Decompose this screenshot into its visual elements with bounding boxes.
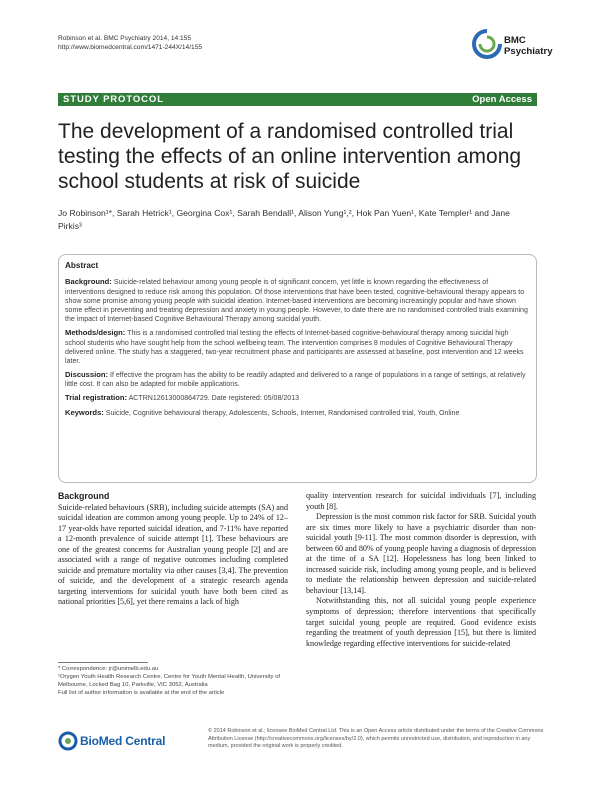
trial-registration-text: ACTRN12613000864729. Date registered: 05/08/2013 xyxy=(128,395,300,403)
article-url[interactable]: http://www.biomedcentral.com/1471-244X/14/155 xyxy=(58,44,203,51)
journal-logo[interactable] xyxy=(470,27,552,75)
abstract-heading: Abstract xyxy=(65,261,99,270)
open-access-label: Open Access xyxy=(472,94,532,105)
author-info-note: Full list of author information is available at the end of the article xyxy=(58,690,225,697)
abstract-discussion xyxy=(65,370,530,390)
body-paragraph: Depression is the most common risk factor for SRB. Suicidal youth are six times more likely to have a psychiatric disorder than non-suicidal youth [9-11]. The most common disorder is depression, with between 60 and 80% of young people having a diagnosis of depression at the time of a SA [12]. Hopelessness has long been linked to increased suicide risk, including among young people, and is believed to mediate the relationship between depression and suicide-related behaviour [13,14]. xyxy=(306,512,536,595)
abstract-keywords xyxy=(65,408,530,418)
footnote-divider xyxy=(58,662,148,663)
bmc-swirl-icon xyxy=(470,27,504,61)
abstract-methods xyxy=(65,328,530,366)
abstract-background-label: Background: xyxy=(65,277,112,287)
copyright-notice: © 2014 Robinson et al.; licensee BioMed Central Ltd. This is an Open Access article distributed under the terms of the Creative Commons Attribution License (http://creativecommons.org/licenses/by/2.0), which permits unrestricted use, distribution, and reproduction in any medium, provided the original work is properly credited. xyxy=(208,728,544,750)
biomed-central-icon xyxy=(58,731,78,751)
abstract-discussion-text: If effective the program has the ability to be readily adapted and delivered to a range of populations in a range of settings, at relatively little cost. It can also be adapted for mobile applications. xyxy=(65,371,526,389)
section-heading-background: Background xyxy=(58,491,110,501)
footnotes xyxy=(58,665,288,697)
abstract-discussion-label: Discussion: xyxy=(65,369,109,379)
abstract-background xyxy=(65,277,530,324)
keywords-text: Suicide, Cognitive behavioural therapy, Adolescents, Schools, Internet, Randomised controlled trial, Youth, Online xyxy=(105,410,460,418)
biomed-central-wordmark: BioMed Central xyxy=(80,734,166,748)
journal-citation xyxy=(58,34,202,52)
author-list: Jo Robinson¹*, Sarah Hetrick¹, Georgina Cox¹, Sarah Bendall¹, Alison Yung¹,², Hok Pan Yuen¹, Kate Templer¹ and Jane Pirkis³ xyxy=(58,208,510,231)
logo-bmc-text: BMC xyxy=(504,35,526,46)
logo-journal-text: Psychiatry xyxy=(504,46,553,57)
article-title: The development of a randomised controlled trial testing the effects of an online intervention among school students at risk of suicide xyxy=(58,120,522,193)
keywords-label: Keywords: xyxy=(65,408,104,418)
trial-registration-label: Trial registration: xyxy=(65,393,128,403)
body-paragraph: quality intervention research for suicidal individuals [7], including youth [8]. xyxy=(306,491,536,511)
body-column-left xyxy=(58,491,288,608)
article-type-banner xyxy=(58,93,537,106)
citation-line: Robinson et al. BMC Psychiatry 2014, 14:155 xyxy=(58,35,192,42)
correspondence-note: * Correspondence: jr@unimelb.edu.au xyxy=(58,666,159,672)
body-paragraph: Suicide-related behaviours (SRB), including suicide attempts (SA) and suicidal ideation are common among young people. Up to 24% of 12–17 year-olds have reported suicidal ideation, and 7-11% have reported a 12-month prevalence of suicide attempt [1]. These behaviours are one of the greatest concerns for Australian young people [2] and are associated with a range of negative outcomes including completed suicide and premature mortality via other causes [3,4]. The prevention of suicide, and the development of a strategic research agenda targeting interventions for suicidal youth have both been cited as national priorities [5,6], yet there remains a lack of high xyxy=(58,502,288,607)
abstract-methods-label: Methods/design: xyxy=(65,328,126,338)
abstract-background-text: Suicide-related behaviour among young people is of significant concern, yet little is known regarding the effectiveness of interventions designed to reduce risk among this population. Of those interventions that have been tested, cognitive-behavioural therapy appears to show some promise among young people with suicidal ideation. Internet-based interventions are becoming increasingly popular and have shown some effect in preventing and treating depression and anxiety in young people. However, to date there are no randomised controlled trials examining the impact of Internet-based Cognitive Behavioural Therapy among suicidal youth. xyxy=(65,279,528,324)
body-column-right xyxy=(306,491,536,649)
article-type-label: STUDY PROTOCOL xyxy=(63,94,164,105)
body-paragraph: Notwithstanding this, not all suicidal young people experience symptoms of depression; therefore interventions that specifically target suicidal young people are required. Good evidence exists regarding the treatment of youth depression [15], but there is limited knowledge regarding effective interventions for suicide-related xyxy=(306,596,536,648)
affiliation-note: ¹Orygen Youth Health Research Centre, Centre for Youth Mental Health, University of Melbourne, Locked Bag 10, Parkville, VIC 3052, Australia xyxy=(58,674,280,689)
abstract-methods-text: This is a randomised controlled trial testing the effects of Internet-based cognitive-behavioural therapy among suicidal high school students who have sought help from the school wellbeing team. The intervention comprises 8 modules of Cognitive Behavioural Therapy delivered online. The study has a staggered, two-year recruitment phase and participants are assessed at baseline, post intervention and 12 weeks later. xyxy=(65,330,524,366)
abstract-trial-registration xyxy=(65,393,530,403)
abstract-box xyxy=(58,254,537,483)
biomed-central-logo[interactable] xyxy=(58,731,168,751)
